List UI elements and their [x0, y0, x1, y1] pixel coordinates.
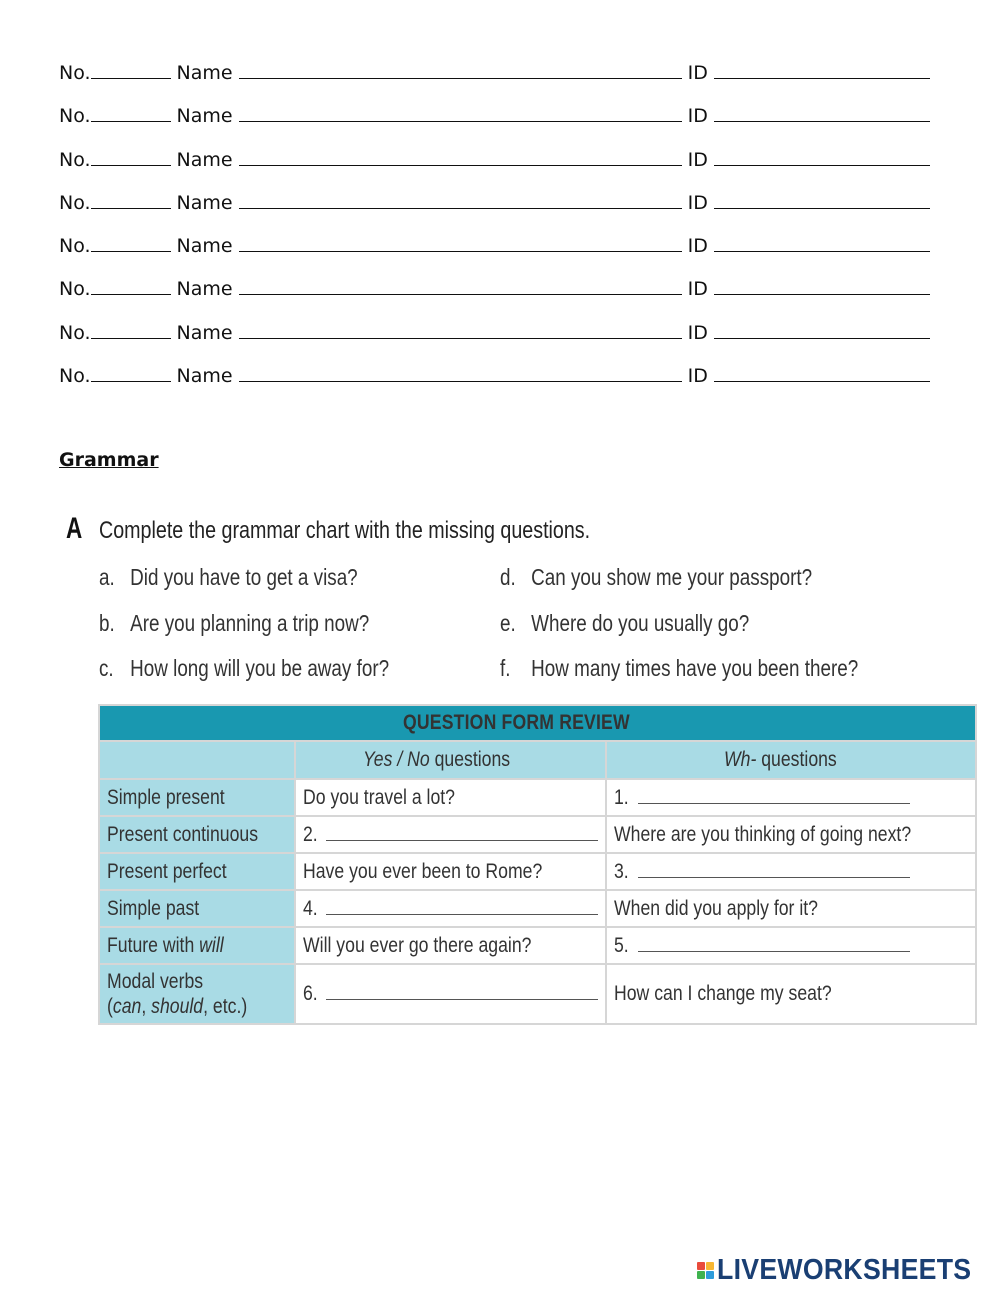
- row-label: Present continuous: [99, 816, 295, 853]
- name-label: Name: [176, 62, 233, 84]
- id-blank[interactable]: [714, 361, 930, 382]
- table-title: QUESTION FORM REVIEW: [99, 705, 976, 741]
- header-wh: Wh- questions: [606, 741, 976, 779]
- option-text: Are you planning a trip now?: [130, 610, 370, 636]
- student-row: [59, 231, 929, 274]
- id-label: ID: [687, 62, 708, 84]
- name-label: Name: [176, 235, 233, 258]
- id-label: ID: [687, 105, 708, 128]
- exercise-letter: A: [66, 512, 83, 545]
- table-row: [99, 927, 976, 964]
- liveworksheets-logo: [697, 1255, 994, 1285]
- option-text: Can you show me your passport?: [531, 564, 813, 590]
- student-row: [59, 101, 929, 144]
- no-label: No.: [59, 148, 91, 171]
- brand-text: LIVEWORKSHEETS: [717, 1253, 972, 1286]
- number-blank[interactable]: [91, 231, 171, 252]
- header-yes-no: Yes / No questions: [295, 741, 607, 779]
- row-label: Simple present: [99, 779, 295, 816]
- wh-cell: When did you apply for it?: [606, 890, 976, 927]
- id-label: ID: [687, 148, 708, 171]
- table-row: [99, 779, 976, 816]
- student-row: [59, 361, 929, 404]
- name-label: Name: [176, 321, 233, 344]
- no-label: No.: [59, 62, 91, 84]
- name-label: Name: [176, 365, 233, 388]
- wh-cell[interactable]: 1.: [606, 779, 976, 816]
- yes-no-cell: Will you ever go there again?: [295, 927, 607, 964]
- table-row: [99, 964, 976, 1024]
- name-blank[interactable]: [239, 101, 682, 122]
- no-label: No.: [59, 278, 91, 301]
- table-title-row: [99, 705, 976, 741]
- header-empty: [99, 741, 295, 779]
- answer-blank[interactable]: [326, 898, 598, 915]
- no-label: No.: [59, 365, 91, 388]
- no-label: No.: [59, 105, 91, 128]
- exercise-instruction: Complete the grammar chart with the missing questions.: [99, 517, 591, 544]
- option-letter: f.: [500, 655, 511, 681]
- number-blank[interactable]: [91, 274, 171, 295]
- option-letter: b.: [99, 610, 115, 636]
- yes-no-cell[interactable]: 6.: [295, 964, 607, 1024]
- table-row: [99, 853, 976, 890]
- option-e: [500, 610, 749, 637]
- name-label: Name: [176, 191, 233, 214]
- number-blank[interactable]: [91, 58, 171, 79]
- option-letter: c.: [99, 655, 114, 681]
- option-d: [500, 564, 812, 591]
- answer-blank[interactable]: [638, 861, 910, 878]
- id-blank[interactable]: [714, 101, 930, 122]
- id-blank[interactable]: [714, 188, 930, 209]
- id-label: ID: [687, 321, 708, 344]
- no-label: No.: [59, 191, 91, 214]
- answer-blank[interactable]: [638, 787, 910, 804]
- option-letter: d.: [500, 564, 516, 590]
- id-blank[interactable]: [714, 231, 930, 252]
- name-blank[interactable]: [239, 58, 682, 79]
- name-blank[interactable]: [239, 145, 682, 166]
- number-blank[interactable]: [91, 145, 171, 166]
- no-label: No.: [59, 235, 91, 258]
- option-letter: a.: [99, 564, 115, 590]
- answer-blank[interactable]: [326, 983, 598, 1000]
- option-c: [99, 655, 389, 682]
- name-label: Name: [176, 105, 233, 128]
- name-blank[interactable]: [239, 274, 682, 295]
- option-f: [500, 655, 858, 682]
- name-blank[interactable]: [239, 188, 682, 209]
- id-label: ID: [687, 191, 708, 214]
- table-header-row: [99, 741, 976, 779]
- wh-cell: Where are you thinking of going next?: [606, 816, 976, 853]
- name-blank[interactable]: [239, 361, 682, 382]
- id-blank[interactable]: [714, 145, 930, 166]
- row-label: Modal verbs (can, should, etc.): [99, 964, 295, 1024]
- name-blank[interactable]: [239, 231, 682, 252]
- number-blank[interactable]: [91, 318, 171, 339]
- option-text: How many times have you been there?: [531, 655, 859, 681]
- wh-cell: How can I change my seat?: [606, 964, 976, 1024]
- answer-blank[interactable]: [326, 824, 598, 841]
- answer-blank[interactable]: [638, 935, 910, 952]
- option-letter: e.: [500, 610, 516, 636]
- wh-cell[interactable]: 3.: [606, 853, 976, 890]
- yes-no-cell: Do you travel a lot?: [295, 779, 607, 816]
- student-info-rows: [59, 58, 929, 404]
- option-a: [99, 564, 358, 591]
- number-blank[interactable]: [91, 101, 171, 122]
- table-row: [99, 816, 976, 853]
- wh-cell[interactable]: 5.: [606, 927, 976, 964]
- name-blank[interactable]: [239, 318, 682, 339]
- option-text: How long will you be away for?: [130, 655, 390, 681]
- table-row: [99, 890, 976, 927]
- id-label: ID: [687, 235, 708, 258]
- name-label: Name: [176, 278, 233, 301]
- id-label: ID: [687, 278, 708, 301]
- row-label: Present perfect: [99, 853, 295, 890]
- name-label: Name: [176, 148, 233, 171]
- id-blank[interactable]: [714, 58, 930, 79]
- number-blank[interactable]: [91, 361, 171, 382]
- yes-no-cell[interactable]: 2.: [295, 816, 607, 853]
- id-blank[interactable]: [714, 318, 930, 339]
- option-text: Where do you usually go?: [531, 610, 750, 636]
- student-row: [59, 318, 929, 361]
- student-row: [59, 58, 929, 101]
- section-heading: Grammar: [59, 449, 159, 471]
- option-text: Did you have to get a visa?: [130, 564, 358, 590]
- student-row: [59, 188, 929, 231]
- number-blank[interactable]: [91, 188, 171, 209]
- yes-no-cell: Have you ever been to Rome?: [295, 853, 607, 890]
- student-row: [59, 274, 929, 317]
- no-label: No.: [59, 321, 91, 344]
- yes-no-cell[interactable]: 4.: [295, 890, 607, 927]
- question-form-review-table: [98, 704, 977, 1025]
- brand-icon: [697, 1262, 714, 1279]
- row-label: Future with will: [99, 927, 295, 964]
- student-row: [59, 145, 929, 188]
- id-label: ID: [687, 365, 708, 388]
- option-b: [99, 610, 369, 637]
- id-blank[interactable]: [714, 274, 930, 295]
- row-label: Simple past: [99, 890, 295, 927]
